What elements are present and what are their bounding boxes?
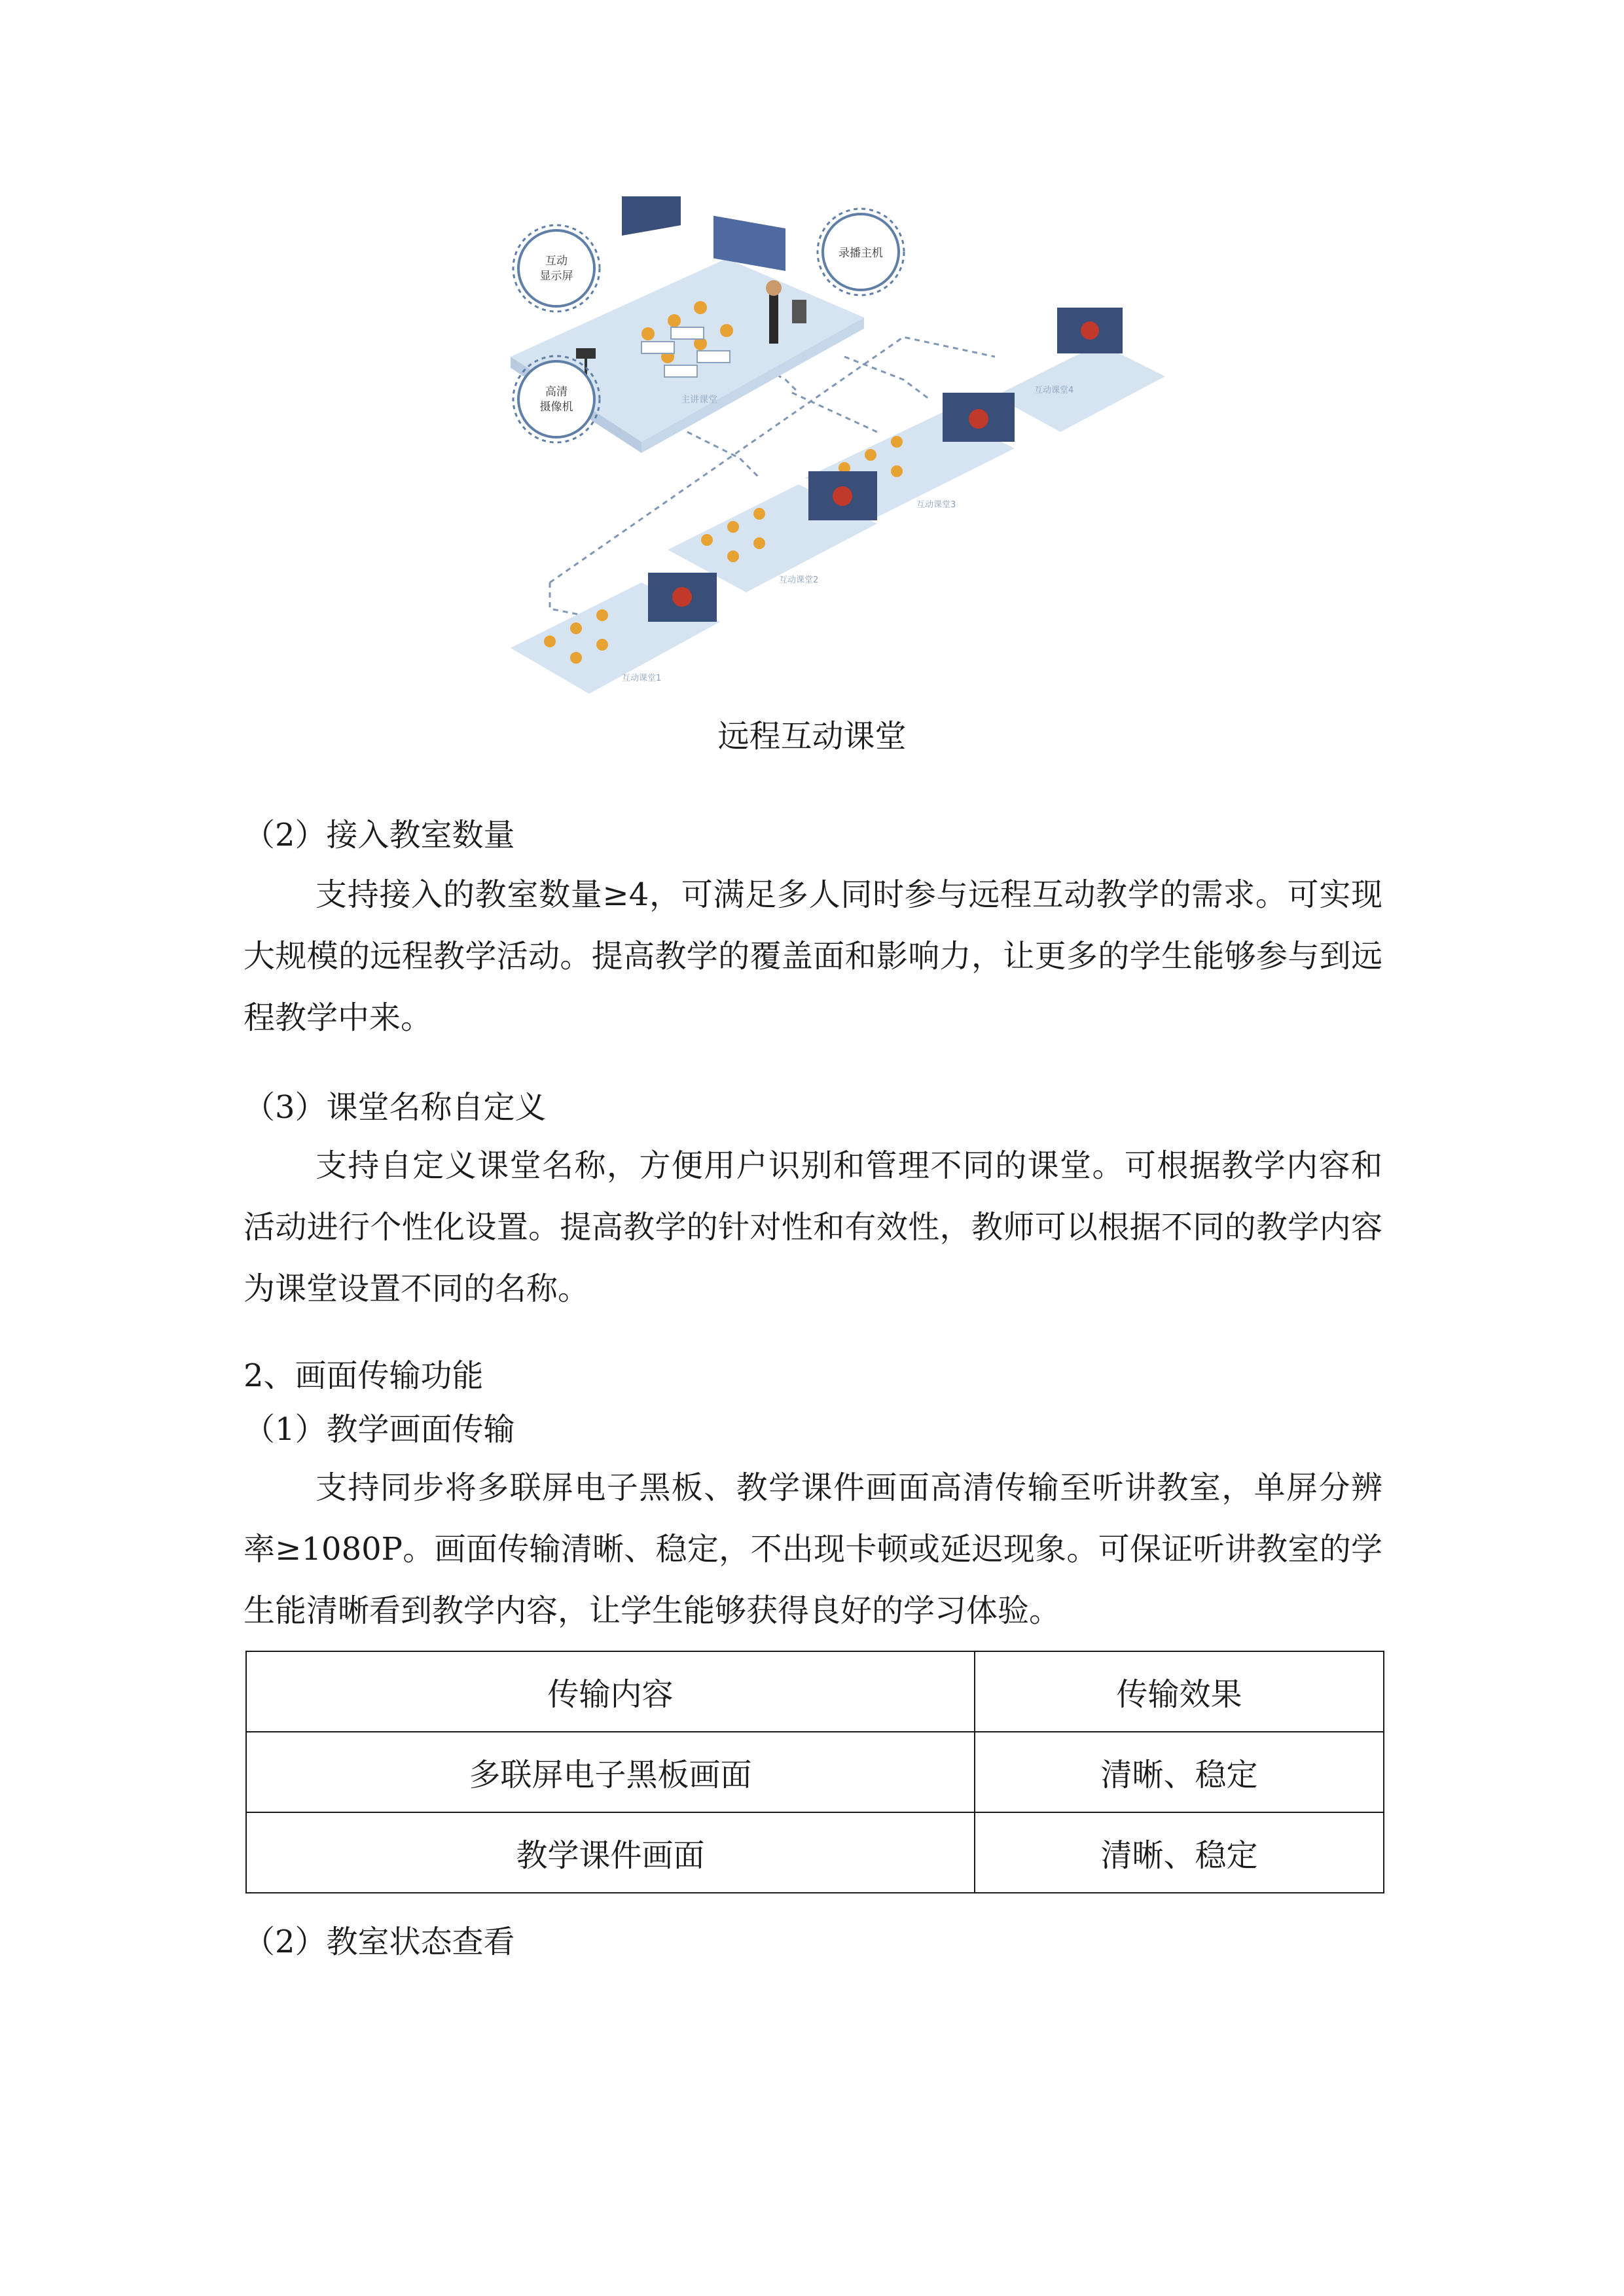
- figure-caption: 远程互动课堂: [717, 718, 907, 755]
- table-cell: 清晰、稳定: [975, 1732, 1384, 1812]
- svg-text:互动课堂1: 互动课堂1: [622, 673, 662, 683]
- remote-classroom-illustration: [511, 196, 1165, 720]
- section-heading-custom-name: （3）课堂名称自定义: [244, 1089, 547, 1126]
- table-header-content: 传输内容: [246, 1651, 975, 1732]
- table-cell: 教学课件画面: [246, 1812, 975, 1893]
- section-heading-room-status: （2）教室状态查看: [244, 1924, 515, 1960]
- interactive-classroom-1: [511, 573, 720, 694]
- table-header-row: [246, 1651, 1384, 1732]
- svg-text:高清: 高清: [545, 386, 568, 399]
- svg-text:互动课堂2: 互动课堂2: [779, 575, 819, 585]
- table-row: [246, 1812, 1384, 1893]
- table-cell: 清晰、稳定: [975, 1812, 1384, 1893]
- interactive-classroom-4: [995, 308, 1165, 432]
- section-body-custom-name: 支持自定义课堂名称，方便用户识别和管理不同的课堂。可根据教学内容和活动进行个性化设置。提高教学的针对性和有效性，教师可以根据不同的教学内容为课堂设置不同的名称。: [244, 1147, 1382, 1307]
- svg-text:互动课堂4: 互动课堂4: [1034, 386, 1074, 395]
- callout-display: [513, 225, 600, 312]
- table-row: [246, 1732, 1384, 1812]
- section-heading-access-count: （2）接入教室数量: [244, 817, 515, 853]
- main-room-label: 主讲课堂: [681, 395, 717, 405]
- callout-host: [818, 209, 904, 295]
- svg-text:录播主机: 录播主机: [839, 247, 883, 260]
- svg-text:显示屏: 显示屏: [539, 270, 573, 283]
- svg-text:互动: 互动: [545, 255, 568, 268]
- section-heading-transmission: 2、画面传输功能: [244, 1357, 484, 1394]
- transmission-table: [245, 1651, 1384, 1893]
- section-heading-teaching-screen: （1）教学画面传输: [244, 1411, 515, 1448]
- table-header-effect: 传输效果: [975, 1651, 1384, 1732]
- table-cell: 多联屏电子黑板画面: [246, 1732, 975, 1812]
- section-body-access-count: 支持接入的教室数量≥4，可满足多人同时参与远程互动教学的需求。可实现大规模的远程教学活动。提高教学的覆盖面和影响力，让更多的学生能够参与到远程教学中来。: [244, 876, 1382, 1036]
- svg-text:摄像机: 摄像机: [539, 401, 573, 414]
- section-body-teaching-screen: 支持同步将多联屏电子黑板、教学课件画面高清传输至听讲教室，单屏分辨率≥1080P。画面传输清晰、稳定，不出现卡顿或延迟现象。可保证听讲教室的学生能清晰看到教学内容，让学生能够获得良好的学习体验。: [244, 1469, 1382, 1629]
- svg-text:互动课堂3: 互动课堂3: [916, 500, 956, 510]
